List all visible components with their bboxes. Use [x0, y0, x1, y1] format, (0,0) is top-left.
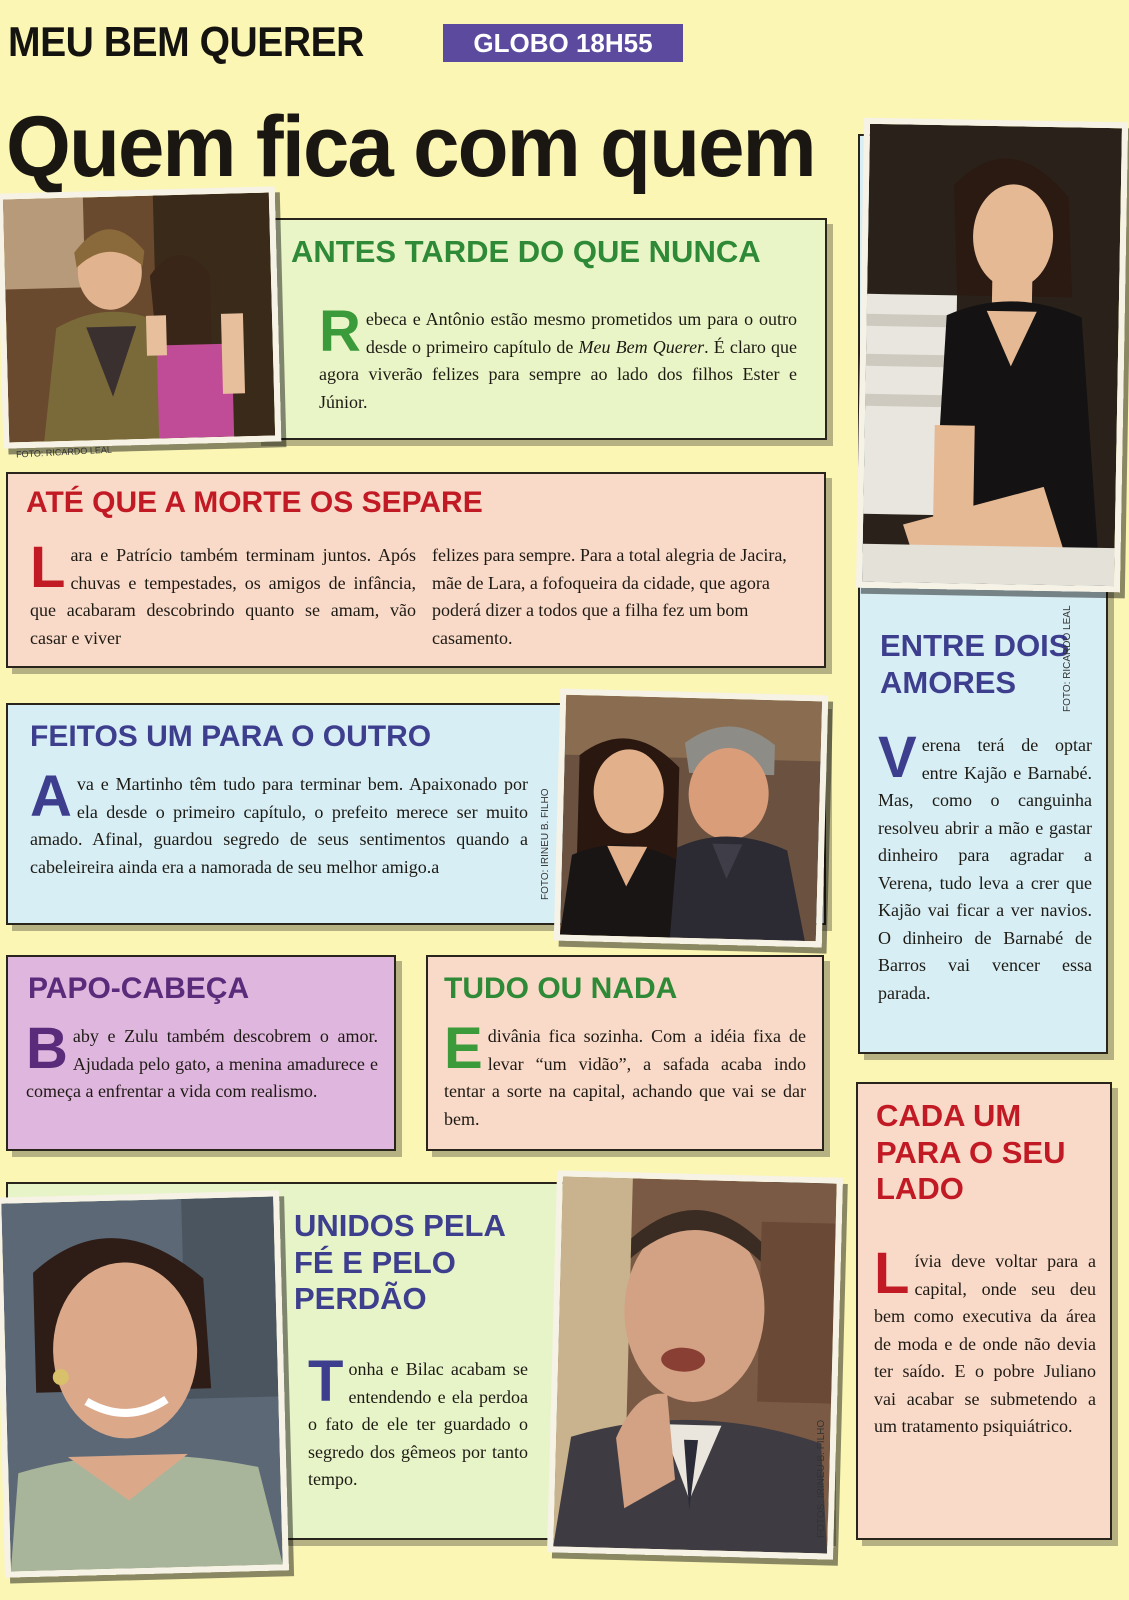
section-feitos-title: FEITOS UM PARA O OUTRO	[30, 720, 432, 753]
section-entre-body: Verena terá de optar entre Kajão e Barnabé. Mas, como o canguinha resolveu abrir a mão e gastar dinheiro para agradar a Verena, tudo leva a crer que Kajão vai ficar a ver navios. O dinheiro de Barnabé de Barros vai vencer essa parada.	[878, 725, 1092, 1003]
man-gesturing-photo	[547, 1170, 843, 1559]
section-tudo-title: TUDO OU NADA	[444, 972, 678, 1005]
woman-seated-photo	[856, 118, 1128, 593]
section-papo-body: Baby e Zulu também descobrem o amor. Ajudada pelo gato, a menina amadurece e começa a enfrentar a vida com realismo.	[26, 1016, 378, 1101]
section-unidos-body: Tonha e Bilac acabam se entendendo e ela perdoa o fato de ele ter guardado o segredo dos gêmeos por tanto tempo.	[308, 1349, 528, 1489]
section-papo-title: PAPO-CABEÇA	[28, 972, 250, 1005]
photo-credit: FOTO: RICARDO LEAL	[15, 444, 113, 460]
photo-credit: FOTO: IRINEU B. FILHO	[540, 788, 551, 900]
dropcap: L	[30, 535, 66, 600]
dropcap: R	[319, 299, 361, 364]
photo-credit: FOTOS: IRINEU B. FILHO	[816, 1419, 827, 1538]
channel-time-badge: GLOBO 18H55	[443, 24, 683, 62]
photo-credit: FOTO: RICARDO LEAL	[1062, 605, 1073, 712]
section-ate-col1: Lara e Patrício também terminam juntos. Após chuvas e tempestades, os amigos de infância, que acabaram descobrindo quanto se amam, vão casar e viver	[30, 535, 416, 648]
dropcap: T	[308, 1349, 344, 1414]
woman-smiling-photo	[0, 1190, 289, 1577]
couple-photo-ava-martinho	[554, 689, 829, 948]
section-tudo-body: Edivânia fica sozinha. Com a idéia fixa de levar “um vidão”, a safada acaba indo tentar a sorte na capital, achando que vai se dar bem.	[444, 1016, 806, 1129]
section-entre-title: ENTRE DOIS AMORES	[880, 628, 1070, 700]
dropcap: E	[444, 1016, 483, 1081]
section-papo-box	[6, 955, 396, 1151]
dropcap: B	[26, 1016, 68, 1081]
dropcap: L	[874, 1241, 910, 1306]
dropcap: A	[30, 764, 72, 829]
section-cada-box	[856, 1082, 1112, 1540]
section-ate-col2: felizes para sempre. Para a total alegria de Jacira, mãe de Lara, a fofoqueira da cidade, que agora poderá dizer a todos que a filha fez um bom casamento.	[432, 545, 787, 648]
dropcap: V	[878, 725, 917, 790]
section-ate-box	[6, 472, 826, 668]
show-title: MEU BEM QUERER	[8, 18, 364, 65]
section-antes-title: ANTES TARDE DO QUE NUNCA	[291, 234, 761, 269]
section-cada-title: CADA UM PARA O SEU LADO	[876, 1098, 1066, 1207]
section-feitos-body: Ava e Martinho têm tudo para terminar bem. Apaixonado por ela desde o primeiro capítulo, o prefeito merece ser muito amado. Afinal, guardou segredo de seus sentimentos quando a cabeleireira ainda era a namorada de seu melhor amigo.a	[30, 764, 528, 877]
section-ate-title: ATÉ QUE A MORTE OS SEPARE	[26, 486, 483, 519]
page-headline: Quem fica com quem	[6, 99, 815, 195]
section-antes-body: Rebeca e Antônio estão mesmo prometidos um para o outro desde o primeiro capítulo de Meu Bem Querer. É claro que agora viverão felizes para sempre ao lado dos filhos Ester e Júnior.	[319, 299, 797, 412]
couple-photo-rebeca-antonio	[0, 186, 281, 448]
section-antes-box	[255, 218, 827, 440]
section-unidos-title: UNIDOS PELA FÉ E PELO PERDÃO	[294, 1208, 505, 1317]
section-tudo-box	[426, 955, 824, 1151]
section-cada-body: Lívia deve voltar para a capital, onde seu deu bem como executiva da área de moda e de onde não devia ter saído. E o pobre Juliano vai acabar se submetendo a um tratamento psiquiátrico.	[874, 1241, 1096, 1436]
